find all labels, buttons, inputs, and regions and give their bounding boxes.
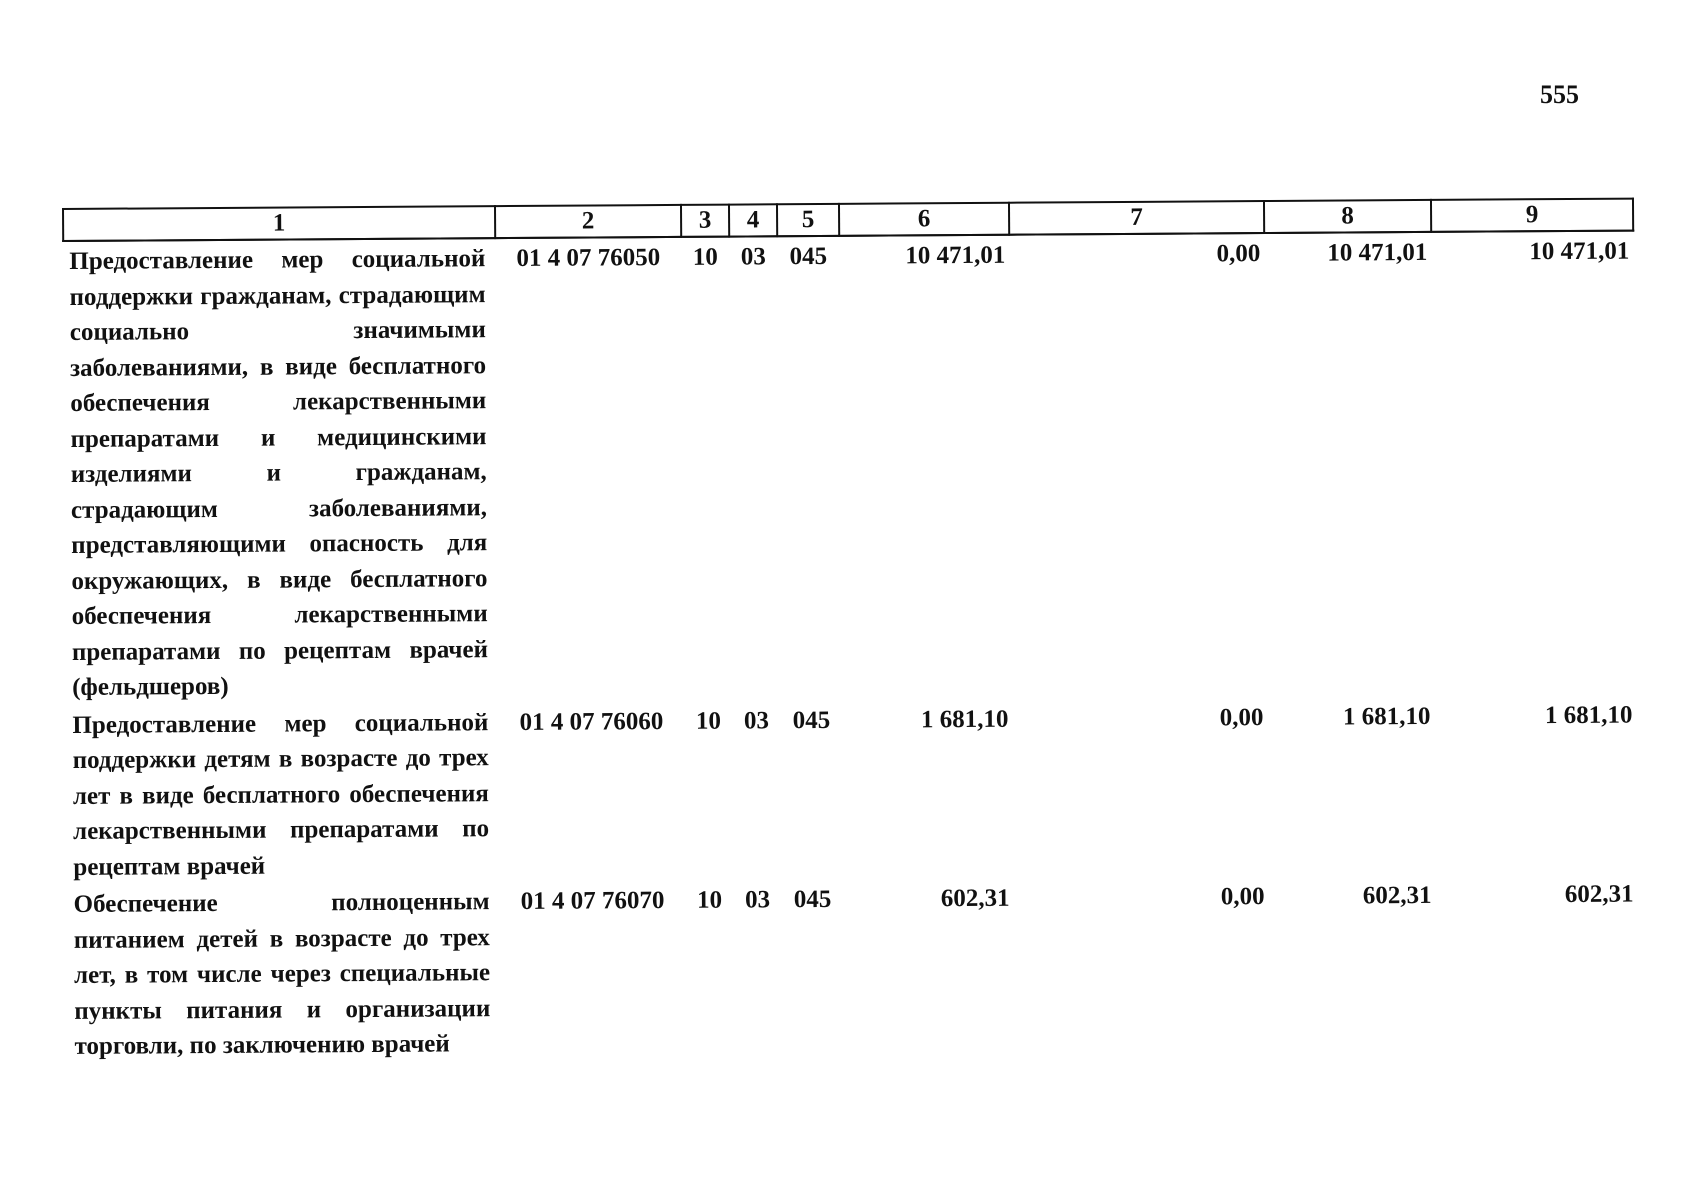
- row-col9: 1 681,10: [1544, 701, 1633, 729]
- row-col8: 1 681,10: [1342, 702, 1431, 731]
- table-row: [66, 695, 1637, 885]
- row-col3: 10: [695, 707, 722, 735]
- header-col-4: 4: [729, 204, 777, 236]
- row-description: Предоставление мер социальной поддержки детям в возрасте до трех лет в виде бесплатного обеспечения лекарственными препаратами по рецептам врачей: [72, 708, 490, 881]
- row-description: Обеспечение полноценным питанием детей в возрасте до трех лет, в том числе через специальные пункты питания и организации торговли, по заключению врачей: [73, 888, 491, 1060]
- header-col-2: 2: [495, 205, 681, 238]
- table-body: [63, 231, 1638, 1065]
- row-col6: 10 471,01: [905, 241, 1006, 270]
- row-col5: 045: [792, 706, 831, 734]
- header-col-5: 5: [777, 204, 839, 236]
- row-col5: 045: [793, 885, 832, 914]
- row-col7: 0,00: [1220, 883, 1265, 911]
- table-row: [67, 875, 1638, 1065]
- header-col-9: 9: [1431, 199, 1633, 232]
- row-col6: 602,31: [940, 884, 1010, 913]
- row-col8: 602,31: [1362, 881, 1432, 910]
- row-col6: 1 681,10: [920, 705, 1009, 733]
- row-col7: 0,00: [1216, 240, 1261, 268]
- header-col-8: 8: [1264, 200, 1431, 233]
- row-col9: 602,31: [1564, 880, 1634, 909]
- row-col8: 10 471,01: [1327, 238, 1428, 267]
- row-col4: 03: [740, 243, 766, 271]
- row-col7: 0,00: [1219, 703, 1264, 731]
- row-code: 01 4 07 76070: [520, 887, 665, 915]
- row-col4: 03: [745, 886, 771, 914]
- table-container: [62, 198, 1638, 1065]
- page-number: 555: [1540, 80, 1579, 109]
- header-col-1: 1: [63, 206, 495, 241]
- row-col3: 10: [697, 886, 723, 914]
- row-col4: 03: [743, 706, 770, 734]
- table-row: [63, 231, 1636, 706]
- row-code: 01 4 07 76060: [519, 707, 664, 736]
- header-col-3: 3: [681, 205, 729, 237]
- header-col-6: 6: [839, 203, 1009, 236]
- header-col-7: 7: [1009, 201, 1264, 235]
- row-col3: 10: [692, 243, 718, 271]
- row-col9: 10 471,01: [1529, 237, 1630, 266]
- row-col5: 045: [789, 242, 828, 271]
- row-code: 01 4 07 76050: [516, 244, 661, 272]
- row-description: Предоставление мер социальной поддержки гражданам, страдающим социально значимыми заболеваниями, в виде бесплатного обеспечения лекарственными препаратами и медицинскими изделиями и гражданам, страдающим заболеваниями, представляющими опасность для окружающих, в виде бесплатного обеспечения лекарственными препаратами по рецептам врачей (фельдшеров): [69, 245, 489, 701]
- budget-table: [62, 198, 1640, 1065]
